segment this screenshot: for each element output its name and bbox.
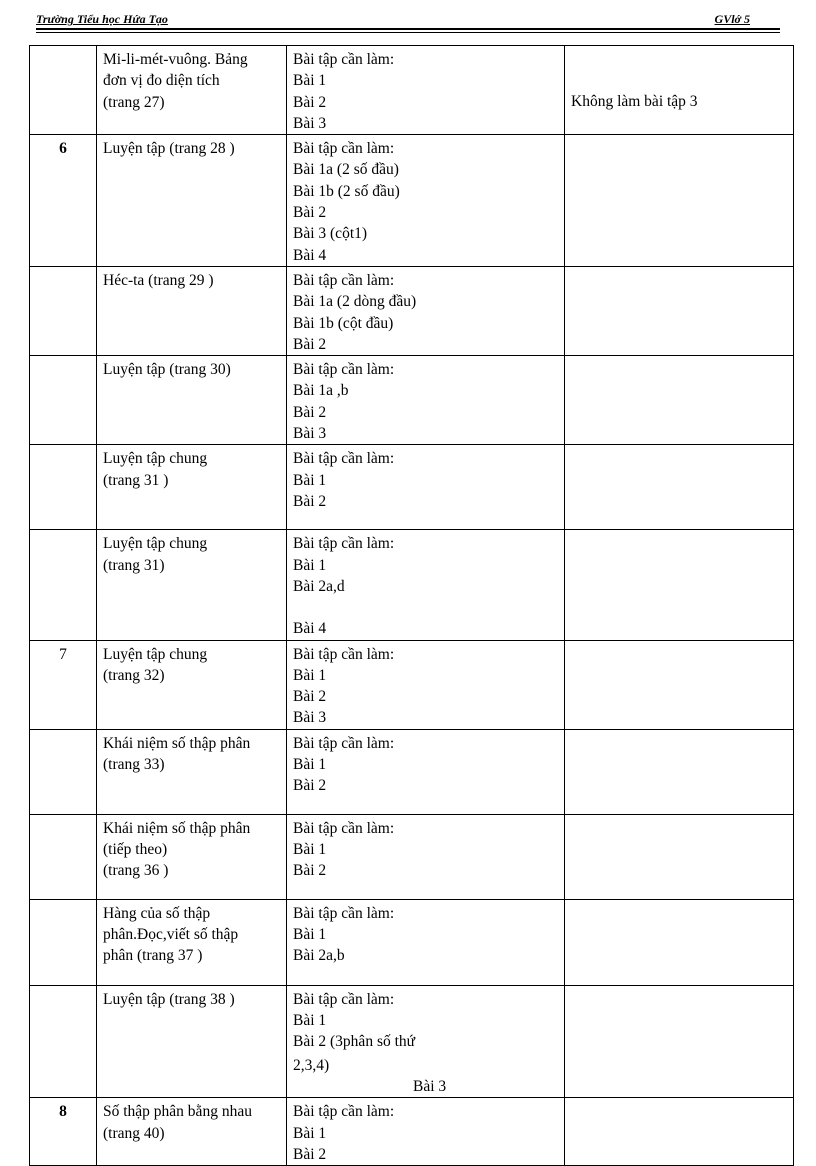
week-cell <box>30 899 97 985</box>
table-row <box>30 445 794 530</box>
lesson-cell <box>97 266 287 355</box>
lesson-line: (trang 33) <box>103 756 165 774</box>
week-cell <box>30 266 97 355</box>
lesson-line: Luyện tập (trang 30) <box>103 361 231 379</box>
task-label: Bài tập cần làm: <box>293 361 395 379</box>
task-label: Bài tập cần làm: <box>293 450 395 468</box>
lesson-cell <box>97 814 287 899</box>
lesson-cell <box>97 135 287 267</box>
task-item: Bài 1 <box>293 72 327 90</box>
lesson-plan-table <box>29 45 794 1166</box>
week-cell <box>30 814 97 899</box>
note-cell <box>565 729 794 814</box>
task-item: Bài 1 <box>293 926 327 944</box>
note-cell <box>565 1098 794 1166</box>
lesson-line: phân.Đọc,viết số thập <box>103 926 239 944</box>
task-label: Bài tập cần làm: <box>293 819 395 837</box>
table-row <box>30 356 794 445</box>
task-item: Bài 2a,b <box>293 947 345 965</box>
lesson-line: (trang 36 ) <box>103 862 169 880</box>
task-item: Bài 2 (3phân số thứ <box>293 1033 416 1051</box>
note-cell <box>565 899 794 985</box>
teacher-label: GVlớ 5 <box>714 12 750 26</box>
task-item: Bài 1 <box>293 556 327 574</box>
task-label: Bài tập cần làm: <box>293 645 395 663</box>
tasks-cell <box>287 1098 565 1166</box>
task-item: Bài 1b (2 số đầu) <box>293 182 400 200</box>
lesson-line: (tiếp theo) <box>103 841 168 859</box>
note-cell <box>565 266 794 355</box>
task-label: Bài tập cần làm: <box>293 535 395 553</box>
task-item: Bài 4 <box>293 620 327 638</box>
tasks-cell <box>287 899 565 985</box>
lesson-cell <box>97 1098 287 1166</box>
lesson-line: Luyện tập chung <box>103 645 208 663</box>
school-name: Trường Tiểu học Hứa Tạo <box>36 12 168 26</box>
task-item: Bài 3 <box>293 709 327 727</box>
lesson-cell <box>97 899 287 985</box>
lesson-line: phân (trang 37 ) <box>103 947 203 965</box>
table-row <box>30 640 794 729</box>
table-row <box>30 729 794 814</box>
tasks-cell <box>287 266 565 355</box>
task-item: Bài 2 <box>293 204 327 222</box>
lesson-line: Số thập phân bằng nhau <box>103 1103 252 1121</box>
note-cell <box>565 814 794 899</box>
tasks-cell <box>287 640 565 729</box>
task-item: Bài 2 <box>293 93 327 111</box>
task-item: Bài 1a ,b <box>293 382 349 400</box>
task-label: Bài tập cần làm: <box>293 734 395 752</box>
week-cell <box>30 46 97 135</box>
table-row <box>30 814 794 899</box>
table-row <box>30 530 794 640</box>
lesson-line: Khái niệm số thập phân <box>103 819 251 837</box>
lesson-line: Mi-li-mét-vuông. Bảng <box>103 51 248 68</box>
week-cell: 7 <box>30 640 97 729</box>
lesson-cell <box>97 985 287 1097</box>
lesson-cell <box>97 445 287 530</box>
lesson-line: Luyện tập (trang 28 ) <box>103 140 235 158</box>
note-cell <box>565 445 794 530</box>
task-item: Bài 3 <box>413 1077 447 1095</box>
tasks-cell <box>287 530 565 640</box>
lesson-line: Luyện tập chung <box>103 535 208 553</box>
lesson-line: (trang 31) <box>103 556 165 574</box>
tasks-cell <box>287 729 565 814</box>
lesson-line: Héc-ta (trang 29 ) <box>103 271 214 289</box>
week-cell <box>30 356 97 445</box>
lesson-line: Hàng của số thập <box>103 904 211 922</box>
task-item <box>293 597 441 618</box>
task-item: Bài 1a (2 dòng đầu) <box>293 293 417 311</box>
task-label: Bài tập cần làm: <box>293 271 395 289</box>
table-row <box>30 266 794 355</box>
header-rule-thin <box>36 32 780 33</box>
task-label: Bài tập cần làm: <box>293 990 395 1008</box>
lesson-line: (trang 31 ) <box>103 471 169 489</box>
week-cell <box>30 985 97 1097</box>
task-item: Bài 1 <box>293 1012 327 1030</box>
lesson-cell <box>97 640 287 729</box>
tasks-cell <box>287 356 565 445</box>
lesson-cell <box>97 530 287 640</box>
week-cell <box>30 445 97 530</box>
table-row <box>30 135 794 267</box>
note-cell <box>565 135 794 267</box>
task-item: Bài 1 <box>293 841 327 859</box>
note-cell <box>565 985 794 1097</box>
tasks-cell <box>287 445 565 530</box>
lesson-line: (trang 32) <box>103 666 165 684</box>
lesson-line: Luyện tập chung <box>103 450 208 468</box>
note-cell <box>565 530 794 640</box>
tasks-cell <box>287 985 565 1097</box>
week-cell: 6 <box>30 135 97 267</box>
tasks-cell <box>287 46 565 135</box>
note-cell <box>565 356 794 445</box>
lesson-cell <box>97 729 287 814</box>
table-row <box>30 899 794 985</box>
week-cell <box>30 729 97 814</box>
task-item: Bài 4 <box>293 246 327 264</box>
task-item-continuation: 2,3,4) <box>293 1056 330 1074</box>
task-label: Bài tập cần làm: <box>293 140 395 158</box>
task-item: Bài 3 <box>293 114 327 132</box>
lesson-line: (trang 40) <box>103 1124 165 1142</box>
task-item: Bài 1a (2 số đầu) <box>293 161 399 179</box>
lesson-line: đơn vị đo diện tích <box>103 72 220 90</box>
table-row <box>30 1098 794 1166</box>
task-item: Bài 1 <box>293 666 327 684</box>
header-rule <box>36 28 780 30</box>
note-cell <box>565 640 794 729</box>
task-item: Bài 2 <box>293 492 327 510</box>
task-label: Bài tập cần làm: <box>293 904 395 922</box>
task-item: Bài 2 <box>293 862 327 880</box>
lesson-line: (trang 27) <box>103 93 165 111</box>
task-item: Bài 2 <box>293 777 327 795</box>
note-text: Không làm bài tập 3 <box>571 93 698 110</box>
tasks-cell <box>287 814 565 899</box>
task-label: Bài tập cần làm: <box>293 51 395 68</box>
task-item: Bài 2 <box>293 335 327 353</box>
task-label: Bài tập cần làm: <box>293 1103 395 1121</box>
note-cell <box>565 46 794 135</box>
task-item: Bài 1 <box>293 756 327 774</box>
lesson-line: Luyện tập (trang 38 ) <box>103 990 235 1008</box>
lesson-cell <box>97 46 287 135</box>
task-item: Bài 3 <box>293 425 327 443</box>
table-row <box>30 985 794 1097</box>
task-item: Bài 1 <box>293 471 327 489</box>
task-item: Bài 2 <box>293 403 327 421</box>
week-cell: 8 <box>30 1098 97 1166</box>
table-row <box>30 46 794 135</box>
lesson-line: Khái niệm số thập phân <box>103 734 251 752</box>
task-item: Bài 2 <box>293 688 327 706</box>
task-item: Bài 3 (cột1) <box>293 225 368 243</box>
week-cell <box>30 530 97 640</box>
lesson-cell <box>97 356 287 445</box>
task-item: Bài 1b (cột đầu) <box>293 314 394 332</box>
task-item: Bài 2 <box>293 1145 327 1163</box>
task-item: Bài 1 <box>293 1124 327 1142</box>
task-item: Bài 2a,d <box>293 577 345 595</box>
tasks-cell <box>287 135 565 267</box>
